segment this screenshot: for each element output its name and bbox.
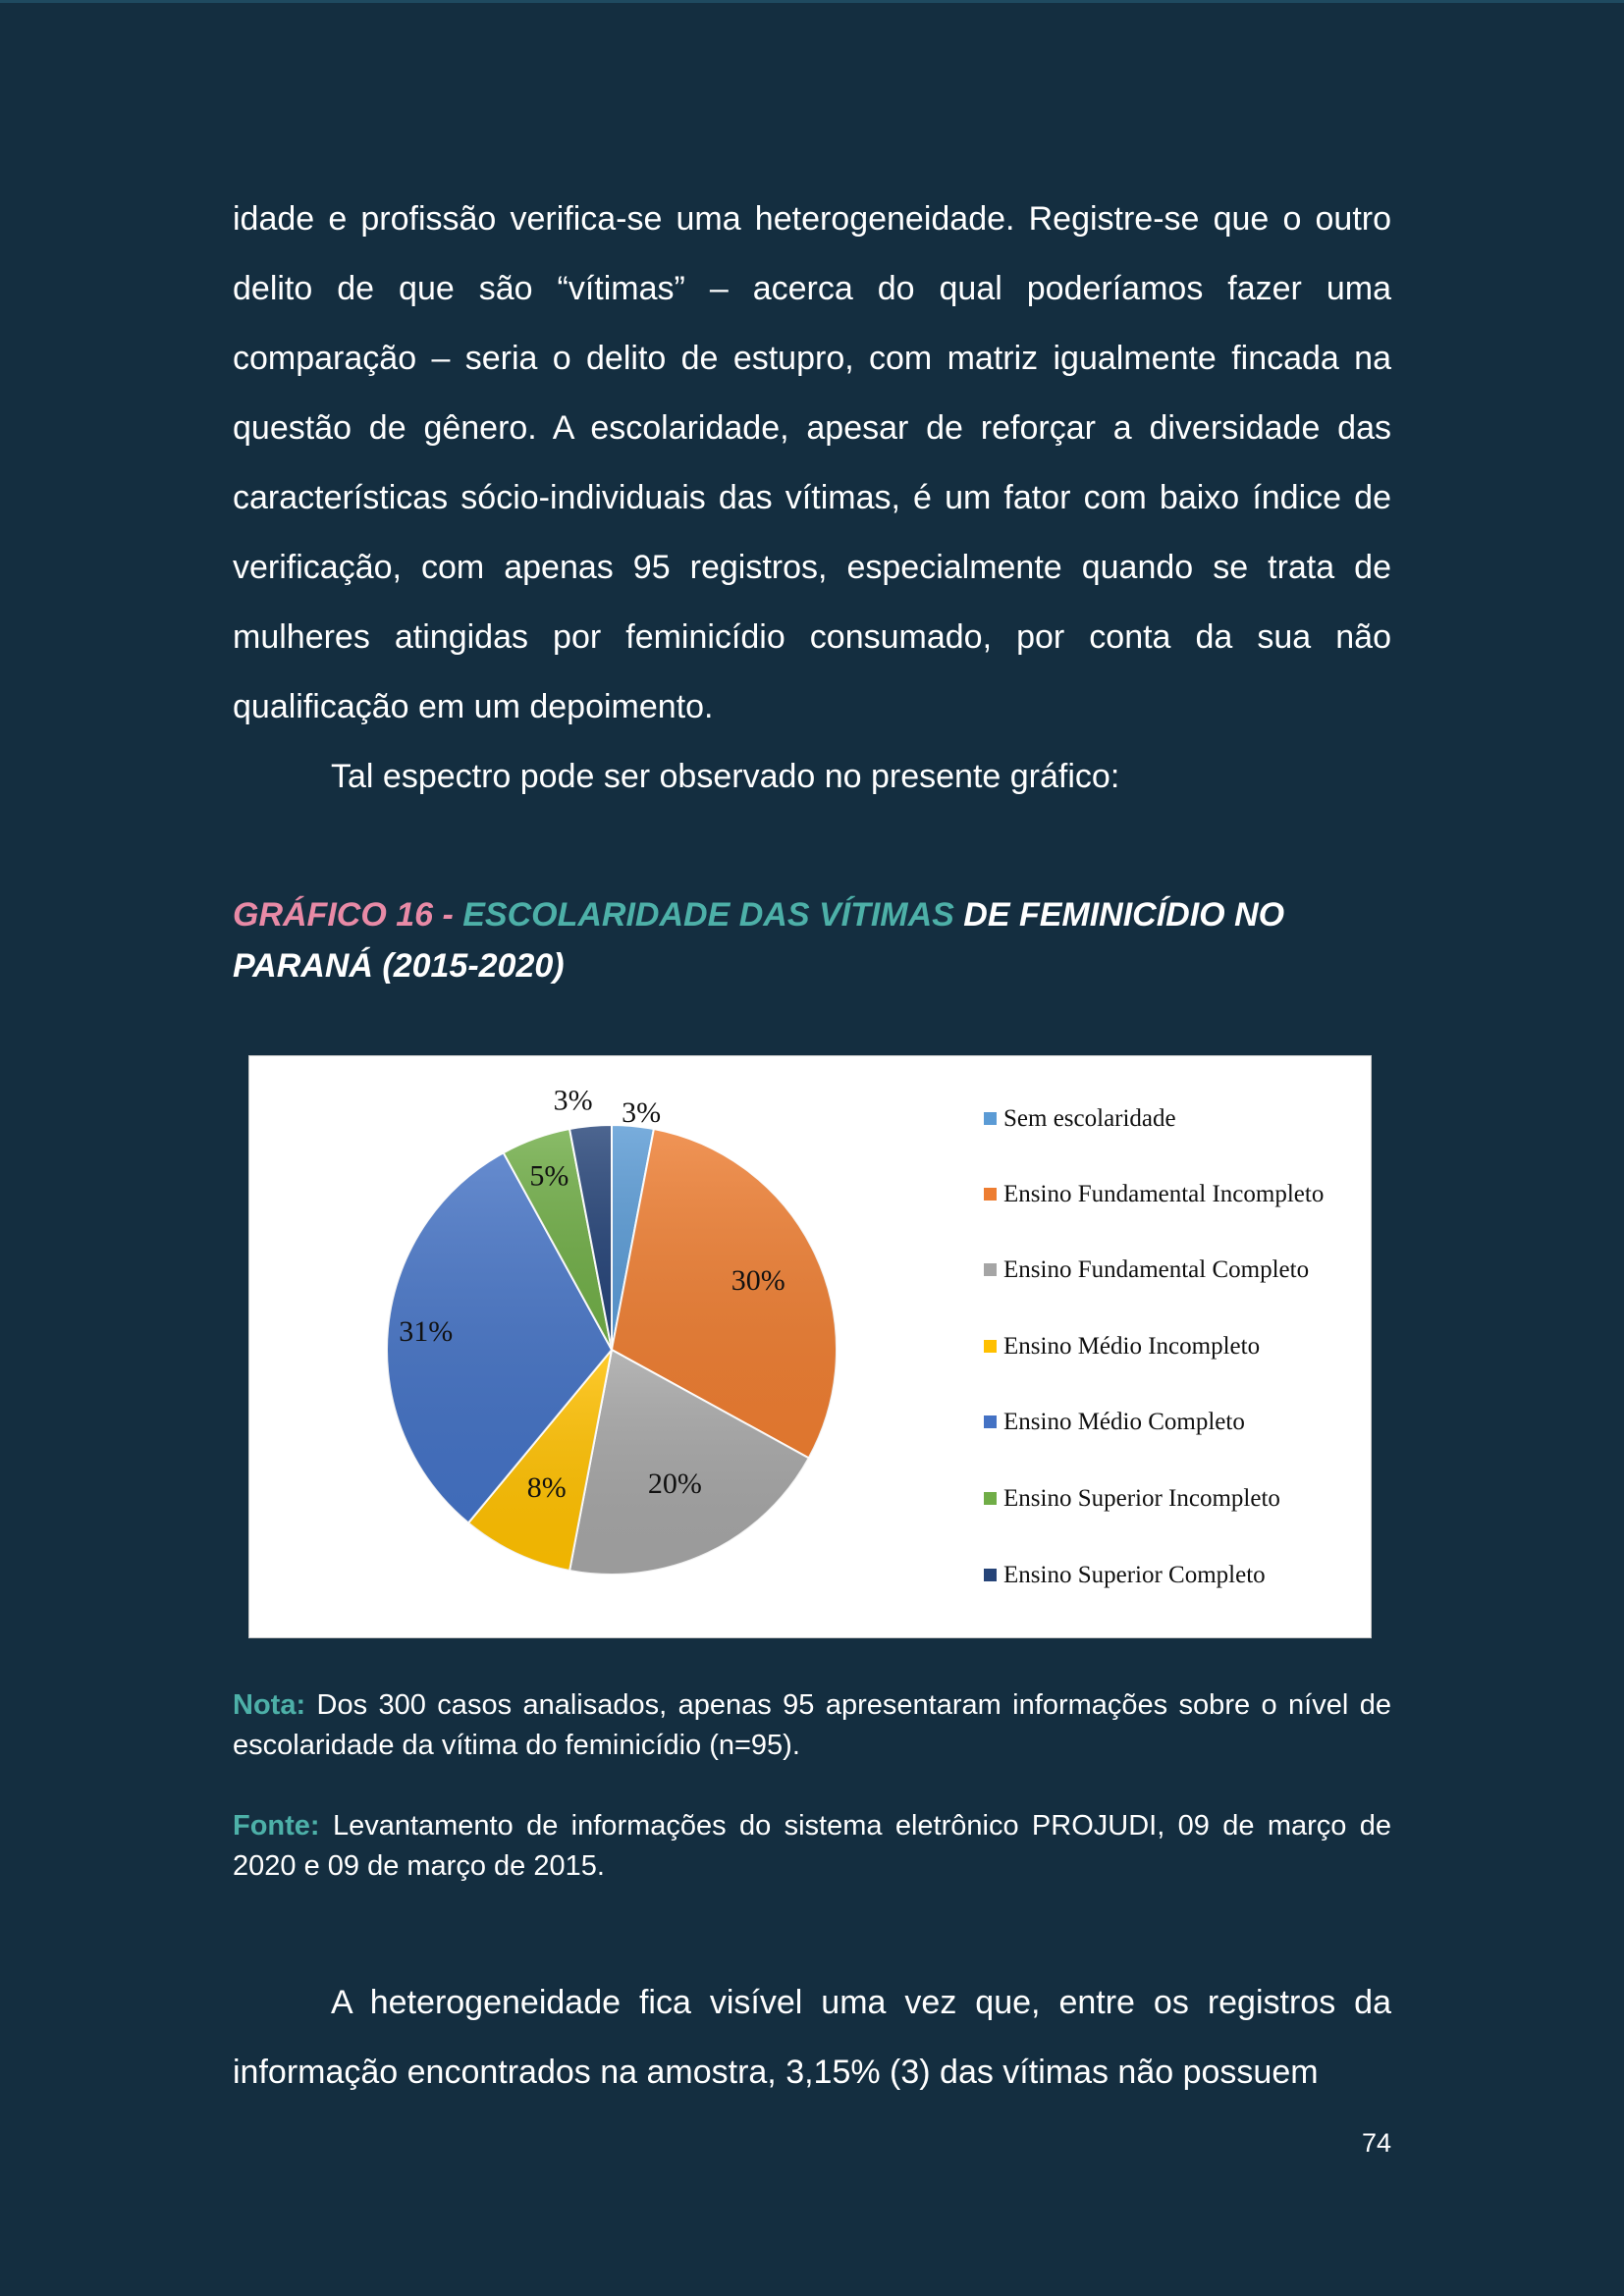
pie-data-label: 31% [399, 1315, 454, 1349]
pie-data-label: 30% [731, 1263, 785, 1297]
legend-swatch [984, 1492, 997, 1505]
caption-highlight: ESCOLARIDADE DAS VÍTIMAS [462, 896, 954, 934]
pie-data-label: 3% [553, 1084, 593, 1117]
pie-data-label: 3% [622, 1096, 662, 1130]
caption-rest: DE FEMINICÍDIO NO PARANÁ (2015-2020) [233, 896, 1285, 985]
source-label: Fonte: [233, 1810, 320, 1842]
legend-label: Sem escolaridade [1003, 1105, 1176, 1132]
paragraph-2: Tal espectro pode ser observado no presente gráfico: [331, 758, 1120, 795]
legend-label: Ensino Superior Completo [1003, 1562, 1266, 1588]
top-rule [0, 0, 1624, 3]
legend-swatch [984, 1415, 997, 1428]
chart-note [233, 1685, 1391, 1766]
source-text: Levantamento de informações do sistema eletrônico PROJUDI, 09 de março de 2020 e 09 de março de 2015. [233, 1810, 1391, 1882]
legend-swatch [984, 1112, 997, 1125]
pie-chart [248, 1055, 1372, 1638]
chart-caption [233, 889, 1391, 991]
legend-label: Ensino Superior Incompleto [1003, 1485, 1280, 1512]
legend-label: Ensino Fundamental Incompleto [1003, 1181, 1325, 1207]
legend-label: Ensino Médio Incompleto [1003, 1333, 1261, 1360]
legend-label: Ensino Médio Completo [1003, 1409, 1245, 1435]
pie-data-label: 8% [526, 1470, 567, 1504]
pie-data-label: 5% [529, 1159, 569, 1193]
legend-swatch [984, 1340, 997, 1353]
legend-swatch [984, 1188, 997, 1201]
body-text-bottom [233, 1968, 1391, 2108]
page-number: 74 [1361, 2128, 1391, 2158]
legend-swatch [984, 1569, 997, 1581]
note-text: Dos 300 casos analisados, apenas 95 apresentaram informações sobre o nível de escolaridade da vítima do feminicídio (n=95). [233, 1689, 1391, 1761]
legend-label: Ensino Fundamental Completo [1003, 1256, 1310, 1283]
legend-swatch [984, 1263, 997, 1276]
body-text-top [233, 185, 1391, 812]
caption-number: GRÁFICO 16 - [233, 896, 463, 934]
paragraph-1: idade e profissão verifica-se uma heterogeneidade. Registre-se que o outro delito de que são “vítimas” – acerca do qual poderíamos fazer uma comparação – seria o delito de estupro, com matriz igualmente fincada na questão de gênero. A escolaridade, apesar de reforçar a diversidade das características sócio-individuais das vítimas, é um fator com baixo índice de verificação, com apenas 95 registros, especialmente quando se trata de mulheres atingidas por feminicídio consumado, por conta da sua não qualificação em um depoimento. [233, 200, 1391, 725]
chart-source [233, 1806, 1391, 1887]
note-label: Nota: [233, 1689, 306, 1721]
paragraph-3: A heterogeneidade fica visível uma vez que, entre os registros da informação encontrados na amostra, 3,15% (3) das vítimas não possuem [233, 1984, 1391, 2091]
pie-data-label: 20% [647, 1467, 702, 1500]
